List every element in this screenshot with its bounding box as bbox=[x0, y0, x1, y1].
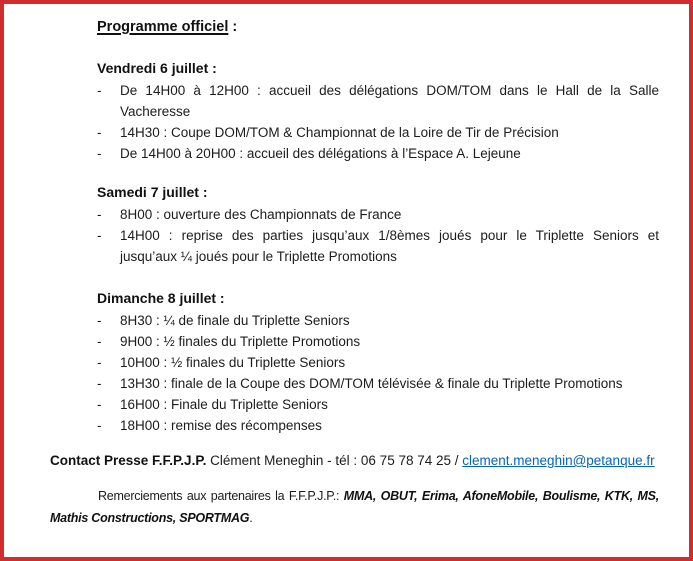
bullet-dash: - bbox=[97, 376, 102, 391]
section-saturday bbox=[97, 182, 659, 267]
event-text bbox=[120, 310, 659, 331]
bullet-dash: - bbox=[97, 228, 102, 243]
partners-line bbox=[50, 507, 659, 529]
partners-intro: Remerciements aux partenaires la F.F.P.J.P.: bbox=[98, 489, 344, 503]
bullet-dash: - bbox=[97, 83, 102, 98]
bullet-dash: - bbox=[97, 207, 102, 222]
event-line: 16H00 : Finale du Triplette Seniors bbox=[120, 397, 328, 412]
partners-paragraph bbox=[50, 485, 659, 529]
document-content bbox=[4, 4, 689, 529]
event-text bbox=[120, 143, 659, 164]
bullet-dash: - bbox=[97, 334, 102, 349]
page-title bbox=[97, 17, 659, 38]
bullet-dash: - bbox=[97, 146, 102, 161]
event-line: jusqu’aux ¼ joués pour le Triplette Promotions bbox=[120, 249, 397, 264]
page-title-text: Programme officiel bbox=[97, 19, 229, 35]
day-heading-sunday: Dimanche 8 juillet : bbox=[97, 290, 225, 306]
bullet-dash: - bbox=[97, 313, 102, 328]
partners-names: Mathis Constructions, SPORTMAG bbox=[50, 511, 250, 525]
event-item bbox=[97, 352, 659, 373]
partners-line bbox=[50, 485, 659, 507]
event-line: De 14H00 à 20H00 : accueil des délégations à l’Espace A. Lejeune bbox=[120, 146, 521, 161]
event-item bbox=[97, 80, 659, 122]
event-text bbox=[120, 225, 659, 267]
event-item bbox=[97, 415, 659, 436]
contact-details: Clément Meneghin - tél : 06 75 78 74 25 / bbox=[206, 453, 463, 468]
event-line: De 14H00 à 12H00 : accueil des délégations DOM/TOM dans le Hall de la Salle bbox=[120, 83, 659, 98]
event-text bbox=[120, 394, 659, 415]
partners-names: MMA, OBUT, Erima, AfoneMobile, Boulisme, KTK, MS, bbox=[343, 489, 659, 503]
event-line: 9H00 : ½ finales du Triplette Promotions bbox=[120, 334, 361, 349]
event-text bbox=[120, 80, 659, 122]
event-text bbox=[120, 415, 659, 436]
bullet-dash: - bbox=[97, 418, 102, 433]
event-line: 14H30 : Coupe DOM/TOM & Championnat de la Loire de Tir de Précision bbox=[120, 125, 559, 140]
event-line: 8H30 : ¼ de finale du Triplette Seniors bbox=[120, 313, 350, 328]
event-item bbox=[97, 225, 659, 267]
page-title-colon: : bbox=[228, 19, 238, 35]
event-line: Vacheresse bbox=[120, 104, 191, 119]
event-item bbox=[97, 394, 659, 415]
event-line: 10H00 : ½ finales du Triplette Seniors bbox=[120, 355, 346, 370]
bullet-dash: - bbox=[97, 125, 102, 140]
event-text bbox=[120, 373, 659, 394]
contact-label: Contact Presse F.F.P.J.P. bbox=[50, 453, 207, 468]
event-item bbox=[97, 373, 659, 394]
section-friday bbox=[97, 58, 659, 164]
day-heading-friday: Vendredi 6 juillet : bbox=[97, 60, 217, 76]
event-text bbox=[120, 122, 659, 143]
event-item bbox=[97, 204, 659, 225]
event-line: 18H00 : remise des récompenses bbox=[120, 418, 322, 433]
bullet-dash: - bbox=[97, 397, 102, 412]
event-item bbox=[97, 310, 659, 331]
event-text bbox=[120, 331, 659, 352]
bullet-dash: - bbox=[97, 355, 102, 370]
partners-period: . bbox=[249, 511, 253, 525]
event-item bbox=[97, 143, 659, 164]
event-line: 8H00 : ouverture des Championnats de France bbox=[120, 207, 402, 222]
press-contact-line bbox=[50, 450, 683, 471]
section-sunday bbox=[97, 288, 659, 436]
event-item bbox=[97, 331, 659, 352]
event-text bbox=[120, 204, 659, 225]
event-line: 14H00 : reprise des parties jusqu’aux 1/8èmes joués pour le Triplette Seniors et bbox=[120, 228, 659, 243]
day-heading-saturday: Samedi 7 juillet : bbox=[97, 184, 208, 200]
event-line: 13H30 : finale de la Coupe des DOM/TOM télévisée & finale du Triplette Promotions bbox=[120, 376, 623, 391]
contact-email-link[interactable]: clement.meneghin@petanque.fr bbox=[462, 453, 655, 468]
event-item bbox=[97, 122, 659, 143]
event-text bbox=[120, 352, 659, 373]
